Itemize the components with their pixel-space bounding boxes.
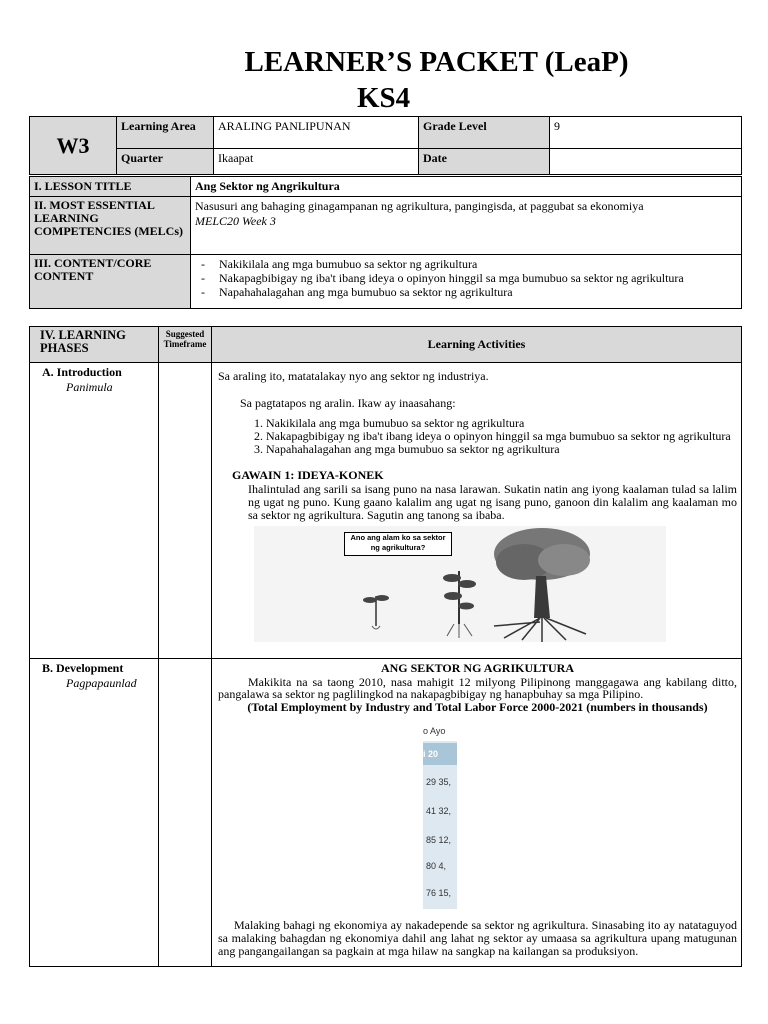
table-strip-row: 41 32,: [426, 806, 452, 816]
phases-header: IV. LEARNING PHASES: [30, 327, 159, 363]
date-label: Date: [419, 149, 550, 175]
content-item: - Napahahalagahan ang mga bumubuo sa sektor ng agrikultura: [195, 285, 737, 299]
table-strip-row: 29 35,: [426, 777, 452, 787]
learning-area-value: ARALING PANLIPUNAN: [214, 117, 419, 149]
gawain-title: GAWAIN 1: IDEYA-KONEK: [232, 468, 384, 482]
lesson-table: [29, 176, 742, 309]
week-cell: W3: [30, 117, 117, 175]
content-list: [195, 257, 737, 299]
melc-text: Nasusuri ang bahaging ginagampanan ng agrikultura, pangingisda, at paggubat sa ekonomiya: [195, 199, 644, 213]
intro-activities: [212, 363, 742, 659]
intro-sub: Panimula: [66, 380, 113, 394]
table-strip-header: o Ayo: [423, 721, 457, 741]
table-strip-row: 85 12,: [426, 835, 452, 845]
quarter-value: Ikaapat: [214, 149, 419, 175]
timeframe-header: Suggested Timeframe: [159, 327, 212, 363]
activities-header: Learning Activities: [212, 327, 742, 363]
table-strip-row: 80 4,: [426, 861, 447, 871]
intro-timeframe: [159, 363, 212, 659]
quarter-label: Quarter: [117, 149, 214, 175]
intro-p1: Sa araling ito, matatalakay nyo ang sektor ng industriya.: [218, 369, 489, 383]
dev-timeframe: [159, 659, 212, 967]
dev-phase-cell: [30, 659, 159, 967]
objective-item: 3. Napahahalagahan ang mga bumubuo sa sektor ng agrikultura: [266, 443, 737, 456]
content-cell: [191, 255, 742, 309]
question-box: Ano ang alam ko sa sektor ng agrikultura?: [344, 532, 452, 556]
dev-activities: [212, 659, 742, 967]
dev-heading: ANG SEKTOR NG AGRIKULTURA: [380, 661, 575, 675]
table-strip-row: 76 15,: [426, 888, 452, 898]
dev-label: B. Development: [42, 661, 124, 675]
lesson-title-value: Ang Sektor ng Angrikultura: [191, 177, 742, 197]
content-label: III. CONTENT/CORE CONTENT: [30, 255, 191, 309]
learning-phases-table: [29, 326, 742, 967]
objective-item: 1. Nakikilala ang mga bumubuo sa sektor ng agrikultura: [266, 417, 737, 430]
objective-item: 2. Nakapagbibigay ng iba't ibang ideya o opinyon hinggil sa mga bumubuo sa sektor ng agrikultura: [266, 430, 737, 443]
intro-p2: Sa pagtatapos ng aralin. Ikaw ay inaasahang:: [240, 396, 456, 410]
intro-label: A. Introduction: [42, 365, 122, 379]
melc-label: II. MOST ESSENTIAL LEARNING COMPETENCIES (MELCs): [30, 197, 191, 255]
intro-phase-cell: [30, 363, 159, 659]
grade-level-value: 9: [550, 117, 742, 149]
ks-label: KS4: [357, 82, 411, 114]
date-value[interactable]: [550, 149, 742, 175]
table-strip-bar: i 20: [423, 743, 457, 765]
content-item: - Nakikilala ang mga bumubuo sa sektor ng agrikultura: [195, 257, 737, 271]
lesson-title-label: I. LESSON TITLE: [30, 177, 191, 197]
grade-level-label: Grade Level: [419, 117, 550, 149]
learning-area-label: Learning Area: [117, 117, 214, 149]
table-caption: (Total Employment by Industry and Total Labor Force 2000-2021 (numbers in thousands): [247, 700, 708, 714]
packet-title: LEARNER’S PACKET (LeaP): [244, 46, 629, 78]
gawain-text: Ihalintulad ang sarili sa isang puno na nasa larawan. Sukatin natin ang iyong kaalaman tulad sa lalim ng ugat ng puno. Kung gaano kalalim ang ugat ng isang puno, ganoon din kalalim ang kaalaman mo sa sektor ng agrikultura. Sagutin ang tanong sa ibaba.: [248, 482, 737, 522]
tree-illustration: [254, 526, 666, 642]
dev-p2: Malaking bahagi ng ekonomiya ay nakadepende sa sektor ng agrikultura. Sinasabing ito ay natataguyod sa malaking bahagdan ng ekonomiya dahil ang lahat ng sektor ay umaasa sa agrikultura upang matugunan ang pangangailangan sa pagkain at mga hilaw na sangkap na kailangan sa produksiyon.: [218, 918, 737, 958]
plant-growth-icon: [254, 526, 666, 642]
melc-cell: [191, 197, 742, 255]
employment-table-image: [423, 721, 457, 909]
melc-code: MELC20 Week 3: [195, 214, 276, 228]
objectives-list: [218, 417, 737, 456]
content-item: - Nakapagbibigay ng iba't ibang ideya o opinyon hinggil sa mga bumubuo sa sektor ng agrikultura: [195, 271, 737, 285]
dev-sub: Pagpapaunlad: [66, 676, 137, 690]
dev-p1: Makikita na sa taong 2010, nasa mahigit 12 milyong Pilipinong manggagawa ang kabilang ditto, pangalawa sa sektor ng paglilingkod na nakapagbibigay ng hanapbuhay sa mga Pilipino.: [218, 675, 737, 701]
header-table: [29, 116, 742, 175]
